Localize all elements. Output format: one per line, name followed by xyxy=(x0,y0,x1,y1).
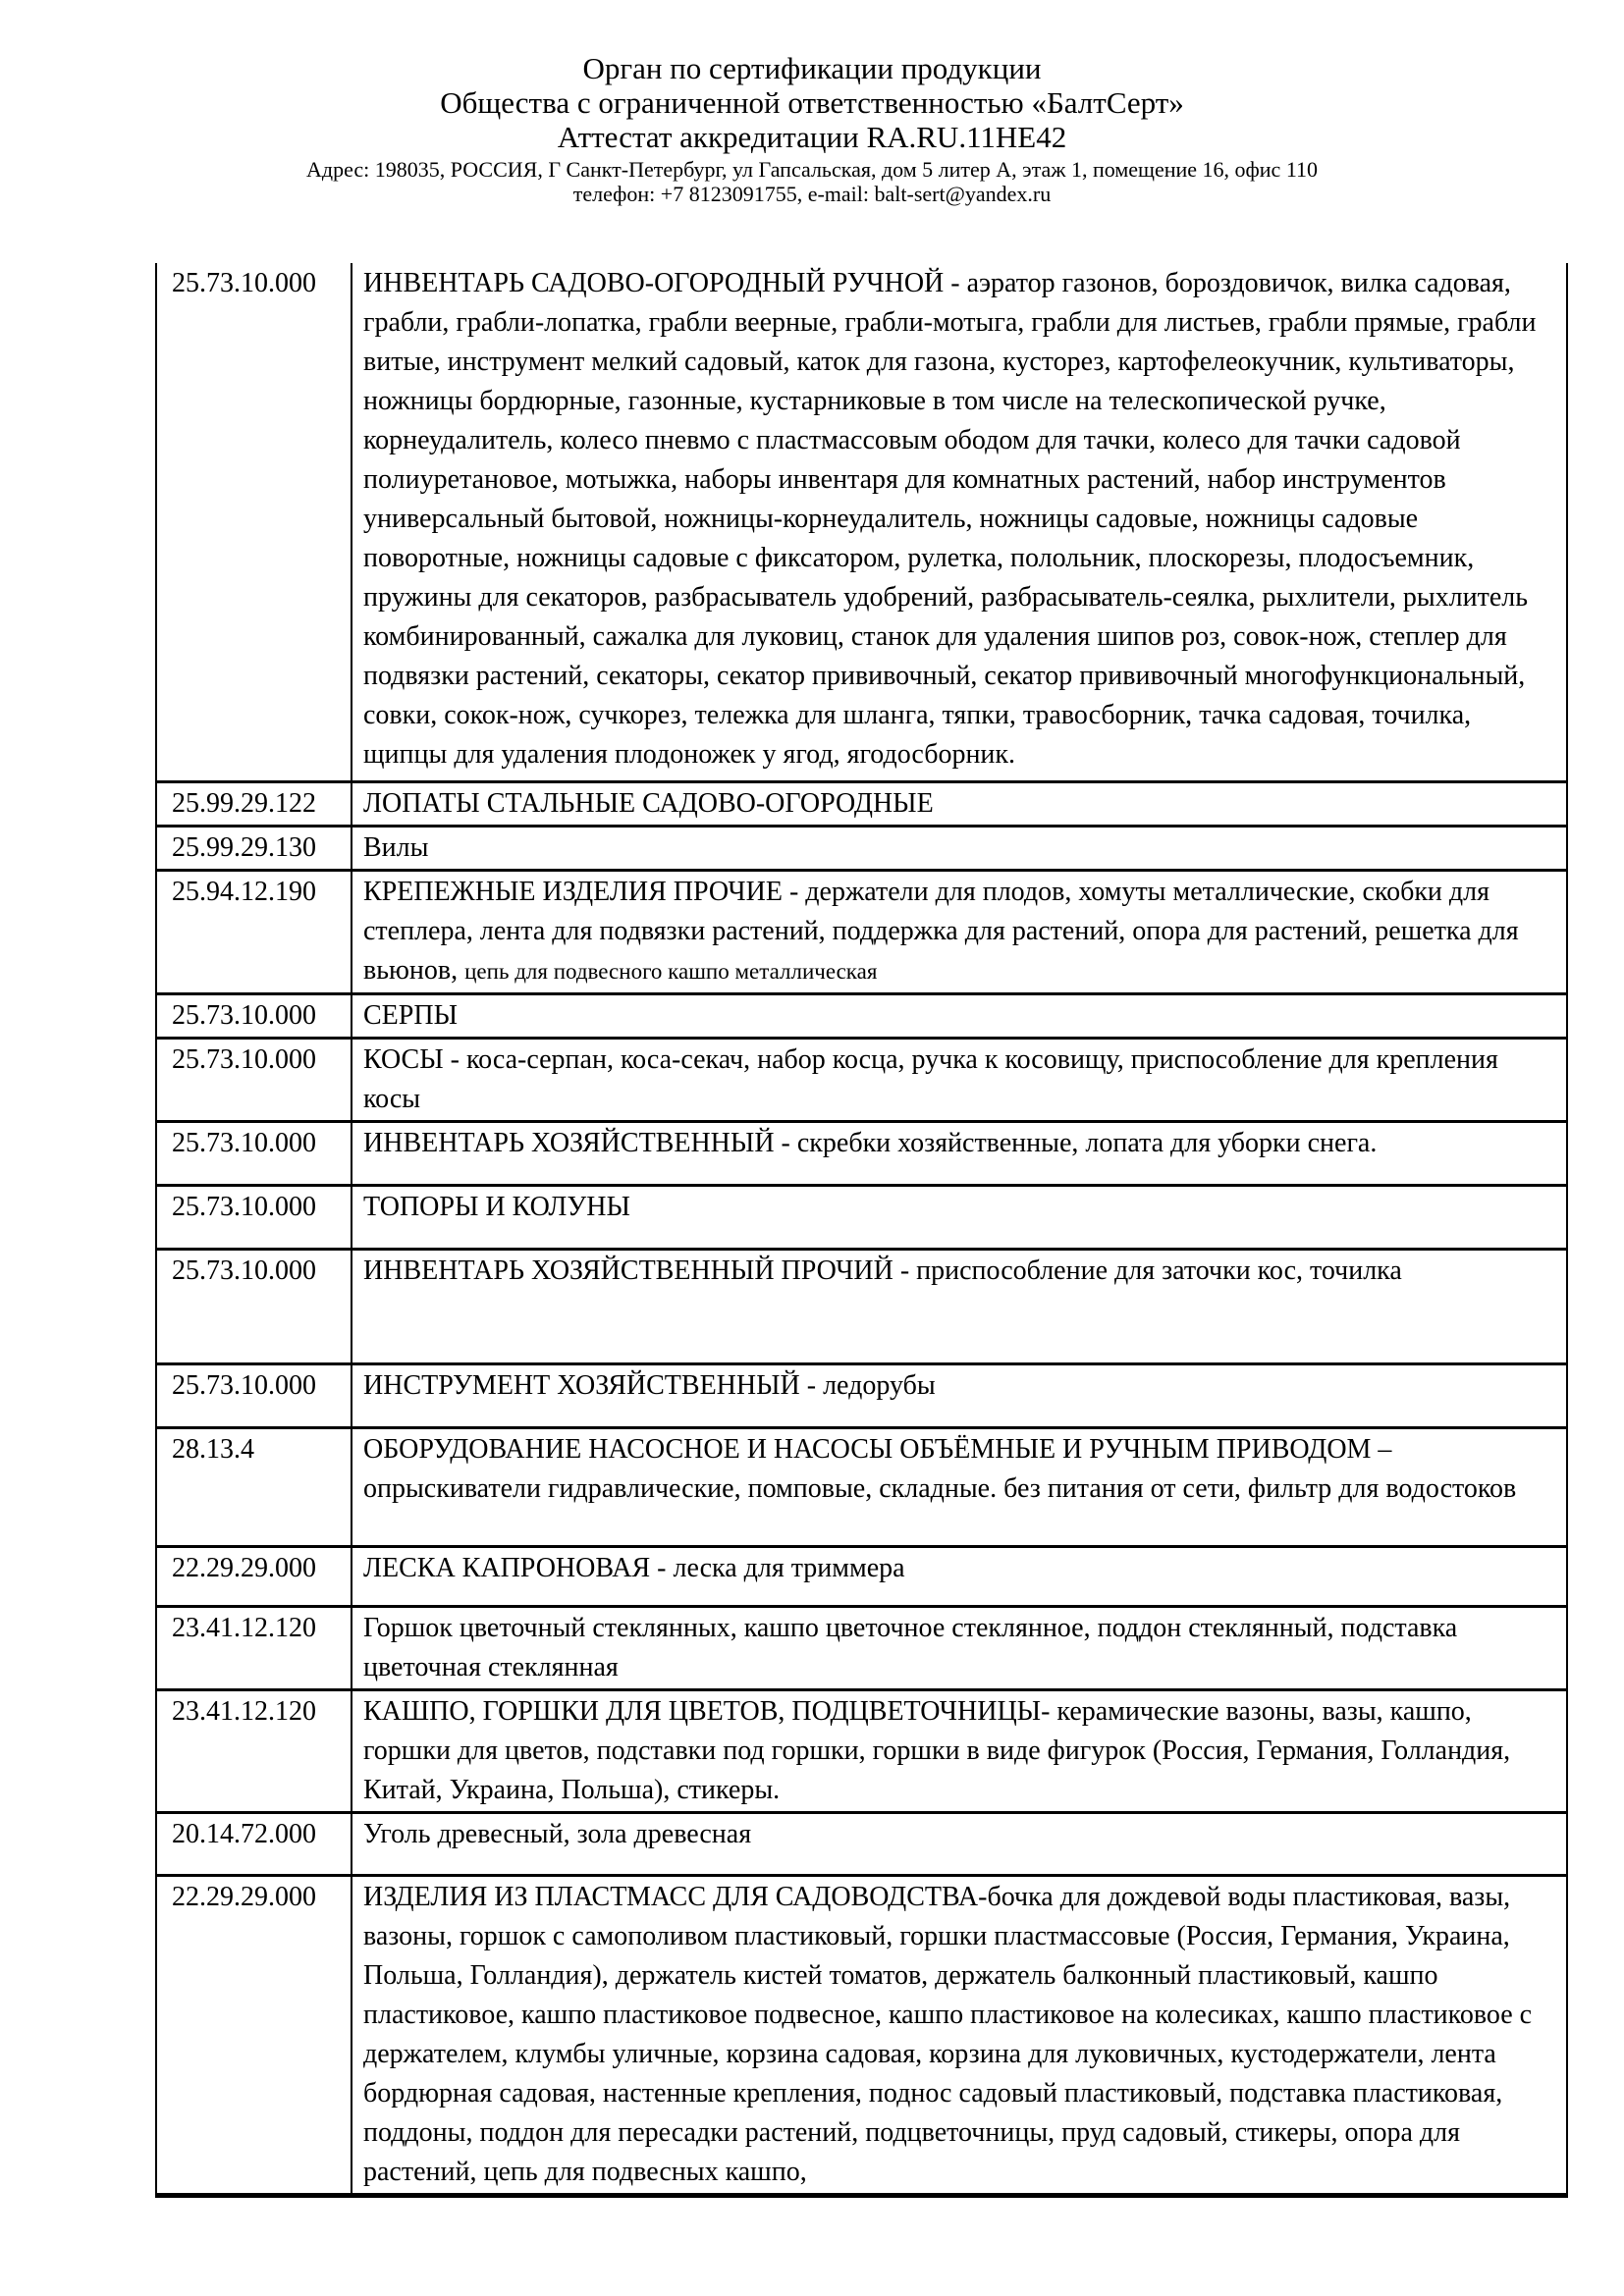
product-code-cell xyxy=(156,870,352,993)
product-description-cell xyxy=(352,1121,1567,1185)
table-row xyxy=(156,1606,1567,1689)
product-code: 23.41.12.120 xyxy=(172,1612,316,1643)
product-code-cell xyxy=(156,1363,352,1427)
product-code: 25.99.29.130 xyxy=(172,831,316,863)
product-description-cell xyxy=(352,826,1567,870)
product-description: ИНСТРУМЕНТ ХОЗЯЙСТВЕННЫЙ - ледорубы xyxy=(363,1369,936,1401)
product-code: 25.73.10.000 xyxy=(172,268,316,298)
product-code: 23.41.12.120 xyxy=(172,1695,316,1727)
product-description: Уголь древесный, зола древесная xyxy=(363,1818,752,1849)
product-description-cell xyxy=(352,870,1567,993)
header-contact-line: телефон: +7 8123091755, e-mail: balt-sert@yandex.ru xyxy=(572,182,1052,206)
product-code-cell xyxy=(156,1606,352,1689)
table-row xyxy=(156,826,1567,870)
table-row xyxy=(156,1812,1567,1875)
product-description-cell xyxy=(352,993,1567,1038)
products-table xyxy=(155,263,1568,2198)
product-description-cell xyxy=(352,1875,1567,2195)
product-description-cell xyxy=(352,263,1567,781)
product-description-cell xyxy=(352,1812,1567,1875)
product-description-cell xyxy=(352,1185,1567,1249)
product-description: КРЕПЕЖНЫЕ ИЗДЕЛИЯ ПРОЧИЕ - держатели для плодов, хомуты металлические, скобки для степлера, лента для подвязки растений, поддержка для растений, опора для растений, решетка для вьюнов, xyxy=(363,876,1519,986)
product-description: Горшок цветочный стеклянных, кашпо цветочное стеклянное, поддон стеклянный, подставка цветочная стеклянная xyxy=(363,1612,1458,1682)
table-row xyxy=(156,1038,1567,1121)
product-description: ИНВЕНТАРЬ ХОЗЯЙСТВЕННЫЙ - скребки хозяйственные, лопата для уборки снега. xyxy=(363,1127,1378,1158)
product-description: ИНВЕНТАРЬ САДОВО-ОГОРОДНЫЙ РУЧНОЙ - аэратор газонов, бороздовичок, вилка садовая, грабли, грабли-лопатка, грабли веерные, грабли-мотыга, грабли для листьев, грабли прямые, грабли витые, инструмент мелкий садовый, каток для газона, кусторез, картофелеокучник, культиваторы, ножницы бордюрные, газонные, кустарниковые в том числе на телескопической ручке, корнеудалитель, колесо пневмо с пластмассовым ободом для тачки, колесо для тачки садовой полиуретановое, мотыжка, наборы инвентаря для комнатных растений, набор инструментов универсальный бытовой, ножницы-корнеудалитель, ножницы садовые, ножницы садовые поворотные, ножницы садовые с фиксатором, рулетка, полольник, плоскорезы, плодосъемник, пружины для секаторов, разбрасыватель удобрений, разбрасыватель-сеялка, рыхлители, рыхлитель комбинированный, сажалка для луковиц, станок для удаления шипов роз, совок-нож, степлер для подвязки растений, секаторы, секатор прививочный, секатор прививочный многофункциональный, совки, сокок-нож, сучкорез, тележка для шланга, тяпки, травосборник, тачка садовая, точилка, щипцы для удаления плодоножек у ягод, ягодосборник. xyxy=(363,268,1537,770)
table-row xyxy=(156,781,1567,826)
product-description-cell xyxy=(352,1606,1567,1689)
header-address-line: Адрес: 198035, РОССИЯ, Г Санкт-Петербург, ул Гапсальская, дом 5 литер А, этаж 1, помещение 16, офис 110 xyxy=(305,157,1318,182)
product-code: 22.29.29.000 xyxy=(172,1881,316,1912)
product-description-small: цепь для подвесного кашпо металлическая xyxy=(464,958,878,984)
product-code: 25.73.10.000 xyxy=(172,999,316,1031)
product-code-cell xyxy=(156,1812,352,1875)
table-row xyxy=(156,1185,1567,1249)
product-code: 25.73.10.000 xyxy=(172,1191,316,1222)
product-description: ЛЕСКА КАПРОНОВАЯ - леска для триммера xyxy=(363,1552,905,1583)
table-row xyxy=(156,870,1567,993)
product-description-cell xyxy=(352,1427,1567,1546)
product-code-cell xyxy=(156,1185,352,1249)
products-table-body xyxy=(156,263,1567,2195)
product-code: 22.29.29.000 xyxy=(172,1552,316,1583)
product-code: 25.73.10.000 xyxy=(172,1255,316,1286)
product-description: ИНВЕНТАРЬ ХОЗЯЙСТВЕННЫЙ ПРОЧИЙ - приспособление для заточки кос, точилка xyxy=(363,1255,1402,1286)
table-row xyxy=(156,1363,1567,1427)
product-description: КАШПО, ГОРШКИ ДЛЯ ЦВЕТОВ, ПОДЦВЕТОЧНИЦЫ- керамические вазоны, вазы, кашпо, горшки для цветов, подставки под горшки, горшки в виде фигурок (Россия, Германия, Голландия, Китай, Украина, Польша), стикеры. xyxy=(363,1695,1511,1805)
product-description-cell xyxy=(352,1363,1567,1427)
product-description-cell xyxy=(352,1689,1567,1812)
product-description: ТОПОРЫ И КОЛУНЫ xyxy=(363,1191,630,1222)
table-row xyxy=(156,263,1567,781)
product-description: СЕРПЫ xyxy=(363,999,458,1031)
product-code: 25.99.29.122 xyxy=(172,787,316,819)
header-accreditation-line: Аттестат аккредитации RA.RU.11НЕ42 xyxy=(557,120,1067,154)
table-row xyxy=(156,1249,1567,1363)
product-description: ИЗДЕЛИЯ ИЗ ПЛАСТМАСС ДЛЯ САДОВОДСТВА-бочка для дождевой воды пластиковая, вазы, вазоны, горшок с самополивом пластиковый, горшки пластмассовые (Россия, Германия, Украина, Польша, Голландия), держатель кистей томатов, держатель балконный пластиковый, кашпо пластиковое, кашпо пластиковое подвесное, кашпо пластиковое на колесиках, кашпо пластиковое с держателем, клумбы уличные, корзина садовая, корзина для луковичных, кустодержатели, лента бордюрная садовая, настенные крепления, поднос садовый пластиковый, подставка пластиковая, поддоны, поддон для пересадки растений, подцветочницы, пруд садовый, стикеры, опора для растений, цепь для подвесных кашпо, xyxy=(363,1881,1533,2187)
product-code: 25.94.12.190 xyxy=(172,876,316,907)
product-code-cell xyxy=(156,1249,352,1363)
table-row xyxy=(156,1689,1567,1812)
header-company-name-line: Общества с ограниченной ответственностью «БалтСерт» xyxy=(440,85,1184,120)
table-row xyxy=(156,993,1567,1038)
product-code: 28.13.4 xyxy=(172,1433,254,1465)
product-description-cell xyxy=(352,1546,1567,1606)
product-code-cell xyxy=(156,1038,352,1121)
product-description: ЛОПАТЫ СТАЛЬНЫЕ САДОВО-ОГОРОДНЫЕ xyxy=(363,787,934,819)
product-code-cell xyxy=(156,781,352,826)
product-code-cell xyxy=(156,1689,352,1812)
product-description: ОБОРУДОВАНИЕ НАСОСНОЕ И НАСОСЫ ОБЪЁМНЫЕ И РУЧНЫМ ПРИВОДОМ – опрыскиватели гидравлические, помповые, складные. без питания от сети, фильтр для водостоков xyxy=(363,1433,1517,1504)
product-code-cell xyxy=(156,1121,352,1185)
product-code: 20.14.72.000 xyxy=(172,1818,316,1849)
header-certification-body-line: Орган по сертификации продукции xyxy=(582,51,1042,85)
table-row xyxy=(156,1427,1567,1546)
product-code: 25.73.10.000 xyxy=(172,1127,316,1158)
product-code-cell xyxy=(156,1427,352,1546)
product-code-cell xyxy=(156,263,352,781)
table-row xyxy=(156,1546,1567,1606)
document-header xyxy=(0,51,1624,206)
table-row xyxy=(156,1121,1567,1185)
product-code-cell xyxy=(156,1546,352,1606)
product-code: 25.73.10.000 xyxy=(172,1369,316,1401)
product-code-cell xyxy=(156,993,352,1038)
product-code-cell xyxy=(156,826,352,870)
product-description-cell xyxy=(352,781,1567,826)
product-description: КОСЫ - коса-серпан, коса-секач, набор косца, ручка к косовищу, приспособление для крепления косы xyxy=(363,1043,1498,1114)
table-row xyxy=(156,1875,1567,2195)
product-description-cell xyxy=(352,1038,1567,1121)
product-code-cell xyxy=(156,1875,352,2195)
product-description: Вилы xyxy=(363,831,429,863)
product-description-cell xyxy=(352,1249,1567,1363)
product-code: 25.73.10.000 xyxy=(172,1043,316,1075)
